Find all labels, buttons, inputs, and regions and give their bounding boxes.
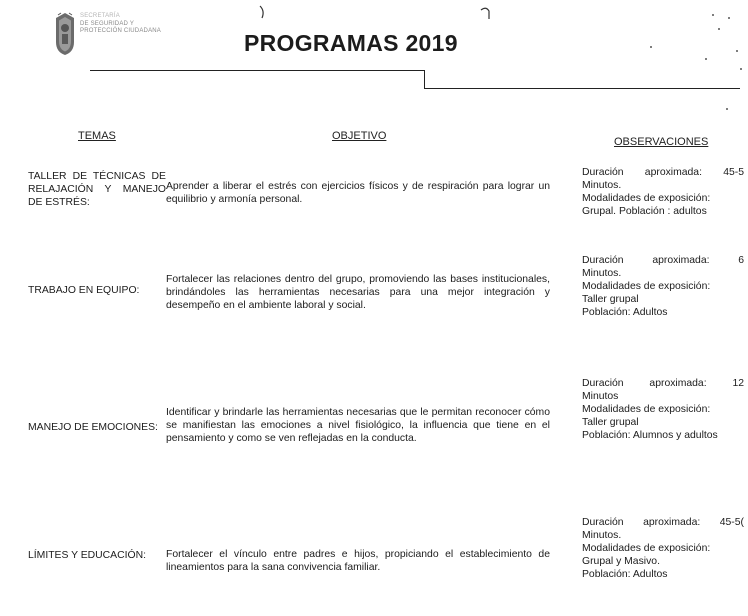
scan-speck [726,108,728,110]
duration-line [582,254,744,267]
scan-speck [736,50,738,52]
coat-of-arms-icon [54,12,76,56]
row-tema: LÍMITES Y EDUCACIÓN: [28,550,146,561]
scan-speck [718,28,720,30]
observation-line: Población: Adultos [582,569,668,580]
row-objetivo: Identificar y brindarle las herramientas necesarias que le permitan reconocer cómo se manifiestan las emociones a nivel fisiológico, la influencia que tiene en el pensamiento y como se ven reflejadas en la conducta. [166,407,550,444]
scan-mark [258,5,268,19]
observation-line: Grupal. Población : adultos [582,206,707,217]
observation-line: Minutos. [582,530,622,541]
scan-speck [740,68,742,70]
duration-label: Duración [582,167,624,178]
duration-word: aproximada: [649,378,707,389]
row-observaciones [582,377,744,442]
duration-label: Duración [582,255,624,266]
observation-line: Modalidades de exposición: [582,281,711,292]
scan-speck [728,17,730,19]
duration-value: 6 [738,255,744,266]
column-header-observaciones: OBSERVACIONES [614,136,709,148]
observation-line: Modalidades de exposición: [582,404,711,415]
duration-line [582,377,744,390]
scan-speck [650,46,652,48]
row-tema: TALLER DE TÉCNICAS DE RELAJACIÓN Y MANEJO DE ESTRÉS: [28,171,166,208]
observation-line: Minutos [582,391,619,402]
column-header-objetivo: OBJETIVO [332,130,387,142]
row-objetivo: Fortalecer las relaciones dentro del grupo, promoviendo las bases institucionales, brindándoles las herramientas necesarias para una mejor integración y desempeño en el ambiente laboral y social. [166,274,550,311]
row-tema: TRABAJO EN EQUIPO: [28,285,140,296]
header-rule [90,70,424,71]
agency-line: SECRETARÍA [80,13,120,19]
duration-value: 45-5 [723,167,744,178]
agency-name [80,13,190,36]
observation-line: Modalidades de exposición: [582,543,711,554]
agency-line: PROTECCIÓN CIUDADANA [80,28,162,34]
header-rule-step [424,70,425,88]
column-header-temas: TEMAS [78,130,116,142]
observation-line: Taller grupal [582,417,639,428]
row-objetivo: Aprender a liberar el estrés con ejercicios físicos y de respiración para lograr un equilibrio y armonía personal. [166,181,550,205]
page-title: PROGRAMAS 2019 [244,30,458,56]
row-observaciones [582,516,744,581]
duration-line [582,166,744,179]
row-observaciones [582,166,744,218]
duration-word: aproximada: [643,517,701,528]
observation-line: Taller grupal [582,294,639,305]
observation-line: Población: Alumnos y adultos [582,430,718,441]
duration-word: aproximada: [644,167,702,178]
scan-mark [480,6,494,20]
duration-value: 45-5( [719,517,744,528]
row-tema: MANEJO DE EMOCIONES: [28,422,158,433]
observation-line: Minutos. [582,180,622,191]
row-objetivo: Fortalecer el vínculo entre padres e hijos, propiciando el establecimiento de lineamientos para la sana convivencia familiar. [166,549,550,573]
observation-line: Grupal y Masivo. [582,556,660,567]
observation-line: Minutos. [582,268,622,279]
duration-line [582,516,744,529]
duration-label: Duración [582,378,624,389]
duration-word: aproximada: [652,255,710,266]
scan-speck [705,58,707,60]
agency-line: DE SEGURIDAD Y [80,20,135,27]
scan-speck [712,14,714,16]
duration-label: Duración [582,517,624,528]
row-observaciones [582,254,744,319]
header-rule [424,88,740,89]
observation-line: Modalidades de exposición: [582,193,711,204]
observation-line: Población: Adultos [582,307,668,318]
duration-value: 12 [732,378,744,389]
